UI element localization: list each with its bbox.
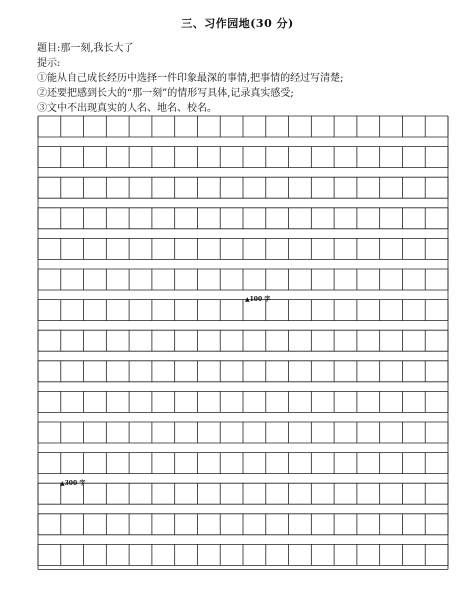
word-count-marker-300: ▲300 字 [60, 480, 86, 487]
hint-1: ①能从自己成长经历中选择一件印象最深的事情,把事情的经过写清楚; [37, 73, 344, 84]
word-count-marker-100: ▲100 字 [245, 296, 271, 303]
hint-2: ②还要把感到长大的“那一刻”的情形写具体,记录真实感受; [37, 88, 294, 99]
essay-topic: 题目:那一刻,我长大了 [37, 43, 134, 54]
section-title: 三、习作园地(30 分) [181, 17, 294, 30]
hints-label: 提示: [37, 58, 61, 69]
hint-3: ③文中不出现真实的人名、地名、校名。 [37, 103, 217, 114]
